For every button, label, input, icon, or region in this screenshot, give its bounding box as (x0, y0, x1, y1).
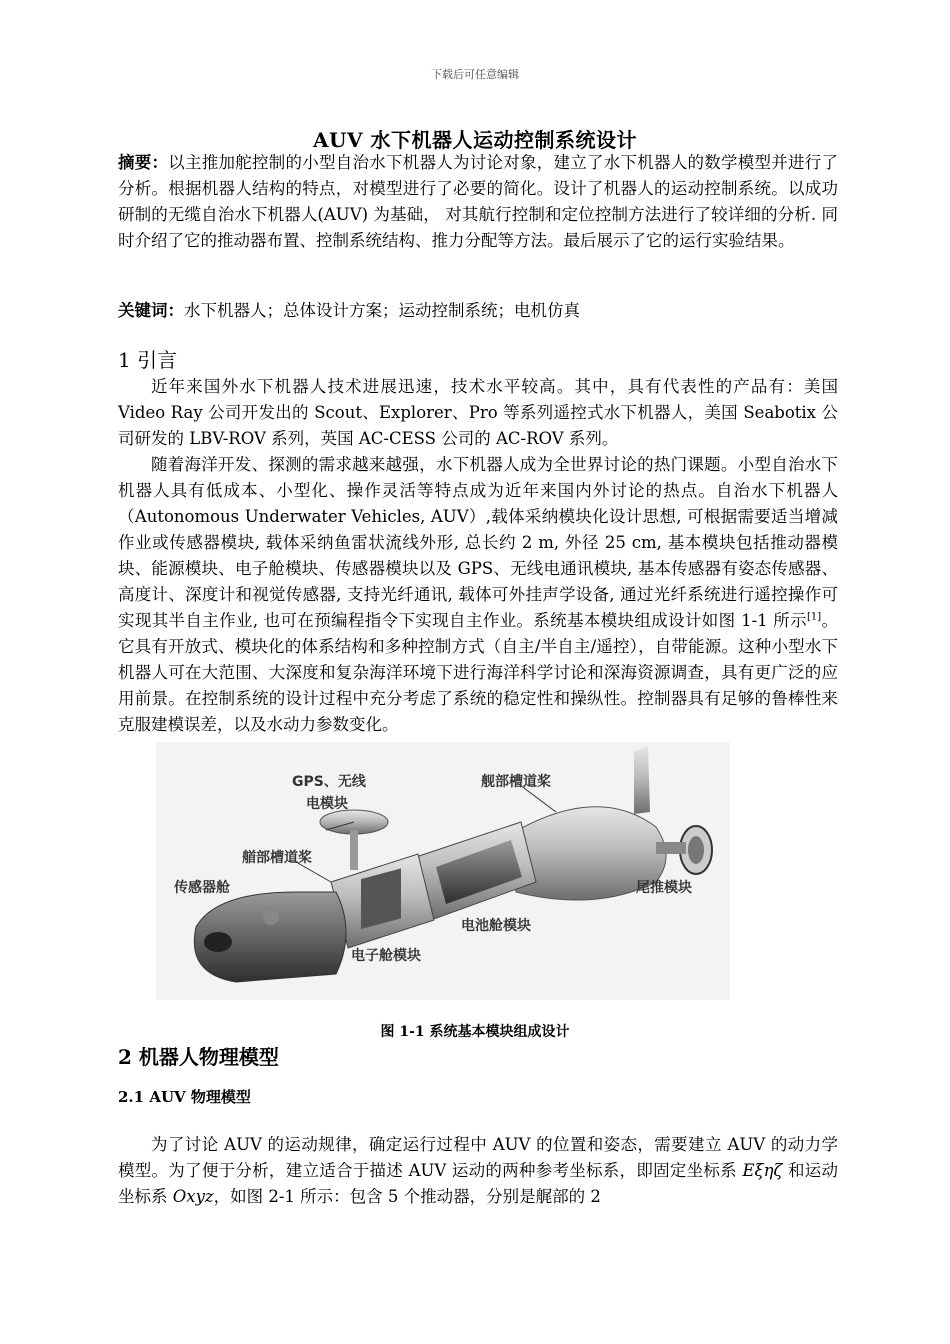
section-2-body (118, 1132, 838, 1210)
intro-paragraph-2-part-a: 随着海洋开发、探测的需求越来越强，水下机器人成为全世界讨论的热门课题。小型自治水下机器人具有低成本、小型化、操作灵活等特点成为近年来国内外讨论的热点。自治水下机器人（Autonomous Underwater Vehicles, AUV）,载体采纳模块化设计思想, 可根据需要适当增减作业或传感器模块, 载体采纳鱼雷状流线外形, 总长约 2 m, 外径 25 cm, 基本模块包括推动器模块、能源模块、电子舱模块、传感器模块以及 GPS、无线电通讯模块, 基本传感器有姿态传感器、高度计、深度计和视觉传感器, 支持光纤通讯, 载体可外挂声学设备, 通过光纤系统进行遥控操作可实现其半自主作业, 也可在预编程指令下实现自主作业。系统基本模块组成设计如图 1-1 所示 (118, 455, 838, 630)
keywords-label: 关键词： (118, 301, 184, 320)
label-battery-module: 电池舱模块 (461, 918, 531, 934)
label-electronics-module: 电子舱模块 (351, 948, 421, 964)
label-stern-thruster: 舰部槽道桨 (481, 774, 551, 790)
intro-paragraph-2-part-b: 。它具有开放式、模块化的体系结构和多种控制方式（自主/半自主/遥控），自带能源。这种小型水下机器人可在大范围、大深度和复杂海洋环境下进行海洋科学讨论和深海资源调查，具有更广泛的应用前景。在控制系统的设计过程中充分考虑了系统的稳定性和操纵性。控制器具有足够的鲁棒性来克服建模误差，以及水动力参数变化。 (118, 611, 838, 734)
bow-sensor-port (263, 909, 279, 925)
model-paragraph-1 (118, 1132, 838, 1210)
model-paragraph-part-b: ，如图 2-1 所示：包含 5 个推动器，分别是艉部的 2 (213, 1187, 601, 1206)
document-title: AUV 水下机器人运动控制系统设计 (313, 128, 637, 152)
auv-module-illustration (156, 742, 730, 1000)
moving-frame-symbol: Oxyz (172, 1187, 214, 1206)
keywords-paragraph (118, 298, 838, 324)
figure-caption: 图 1-1 系统基本模块组成设计 (380, 1024, 570, 1040)
section-1-body (118, 374, 838, 738)
model-paragraph-mid: 和运动坐标系 (118, 1161, 838, 1206)
intro-paragraph-1: 近年来国外水下机器人技术进展迅速，技术水平较高。其中，具有代表性的产品有：美国 Video Ray 公司开发出的 Scout、Explorer、Pro 等系列遥控式水下机器人，美国 Seabotix 公司研发的 LBV-ROV 系列，英国 AC-CESS 公司的 AC-ROV 系列。 (118, 377, 838, 448)
intro-paragraph-2 (118, 452, 838, 738)
gps-mast (350, 830, 358, 870)
page-header-note: 下载后可任意编辑 (431, 68, 519, 81)
citation-ref: [1] (806, 611, 822, 623)
label-tail-module: 尾推模块 (636, 880, 692, 896)
tail-shaft (656, 842, 686, 854)
fixed-frame-symbol: Eξηζ (742, 1161, 783, 1180)
section-2-1-heading: 2.1 AUV 物理模型 (118, 1088, 251, 1106)
abstract-label: 摘要： (118, 153, 169, 172)
tail-fin (634, 746, 650, 814)
tail-thruster-hub (688, 836, 704, 864)
label-gps: GPS、无线 (292, 774, 366, 790)
keywords-text: 水下机器人；总体设计方案；运动控制系统；电机仿真 (184, 301, 580, 320)
bow-camera-window (204, 932, 232, 952)
section-1-heading: 1 引言 (118, 348, 178, 372)
label-bow-thruster: 艏部槽道桨 (242, 850, 312, 866)
label-sensor-bay: 传感器舱 (174, 880, 230, 896)
abstract-paragraph (118, 150, 838, 254)
section-2-heading: 2 机器人物理模型 (118, 1045, 279, 1069)
model-paragraph-part-a: 为了讨论 AUV 的运动规律，确定运行过程中 AUV 的位置和姿态，需要建立 AUV 的动力学模型。为了便于分析，建立适合于描述 AUV 运动的两种参考坐标系，即固定坐标系 (118, 1135, 838, 1180)
label-gps-2: 电模块 (306, 796, 348, 812)
auv-module-figure (156, 742, 730, 1000)
abstract-text: 以主推加舵控制的小型自治水下机器人为讨论对象，建立了水下机器人的数学模型并进行了分析。根据机器人结构的特点，对模型进行了必要的简化。设计了机器人的运动控制系统。以成功研制的无缆自治水下机器人(AUV) 为基础， 对其航行控制和定位控制方法进行了较详细的分析. 同时介绍了它的推动器布置、控制系统结构、推力分配等方法。最后展示了它的运行实验结果。 (118, 153, 838, 250)
